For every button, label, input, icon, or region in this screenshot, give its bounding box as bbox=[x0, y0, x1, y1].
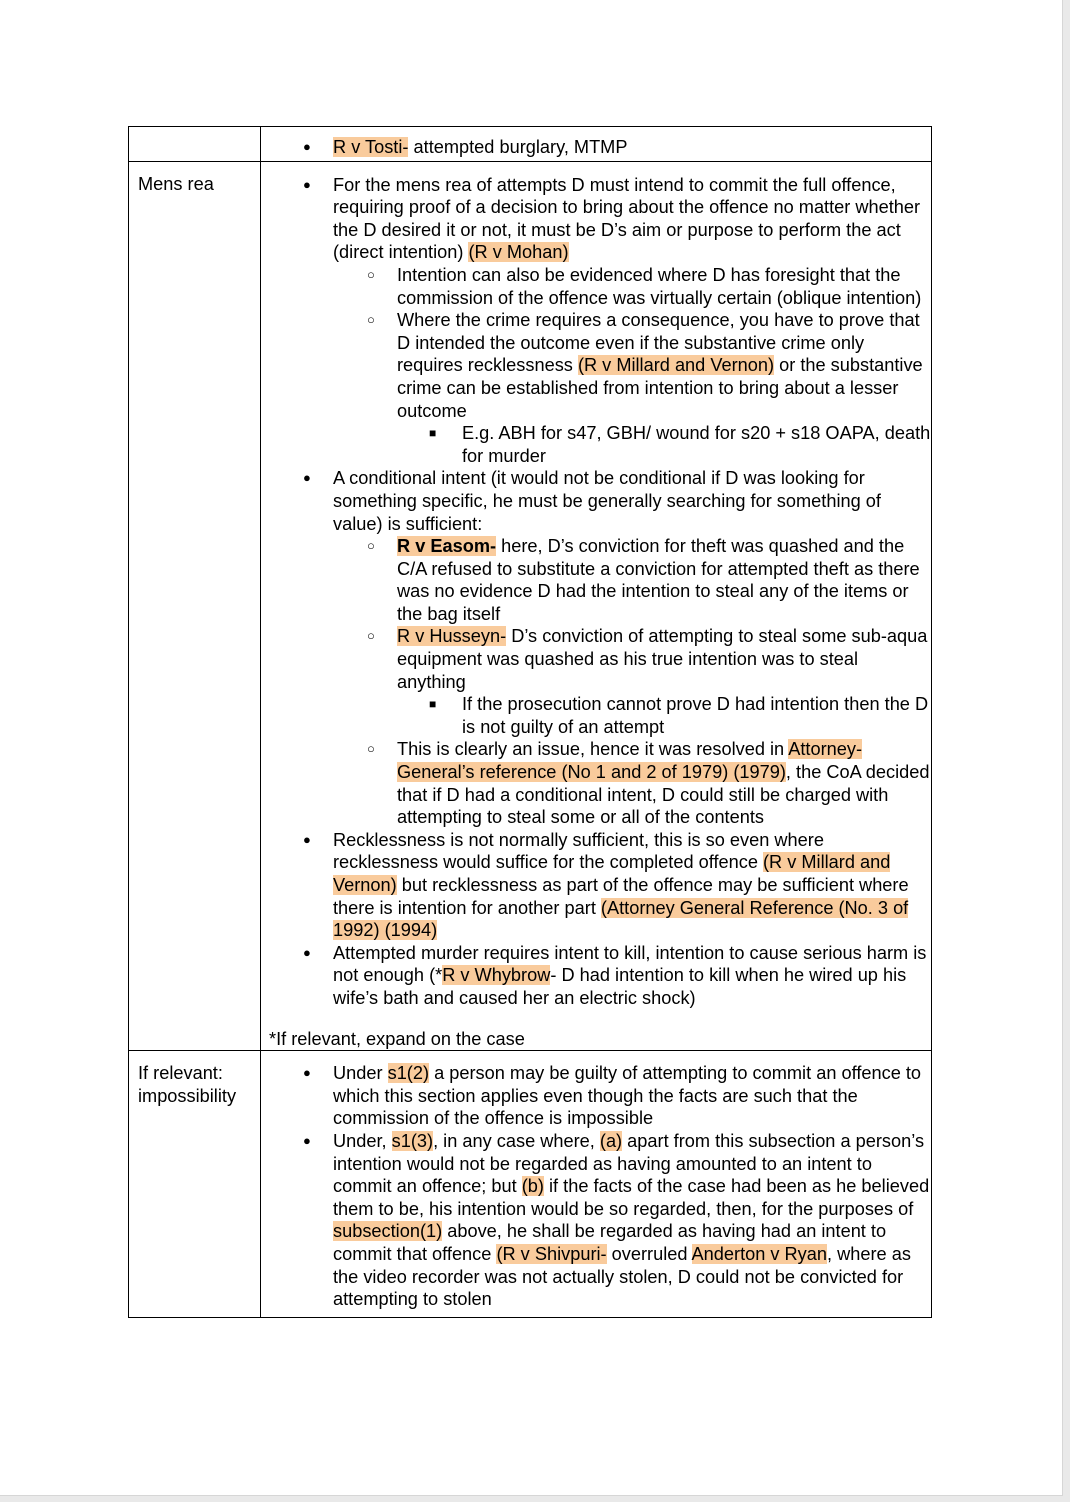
item-text: A conditional intent (it would not be conditional if D was looking for something specific, he must be generally searching for something of value) is sufficient: bbox=[333, 468, 881, 534]
statute-highlight: s1(3) bbox=[391, 1130, 434, 1151]
item-text: attempted burglary, MTMP bbox=[408, 137, 628, 157]
notes-table bbox=[128, 126, 932, 1318]
case-highlight: R v Tosti- bbox=[333, 137, 409, 157]
item-text: or the substantive crime can be established from intention to bring about a lesser outcome bbox=[397, 355, 923, 421]
footnote: *If relevant, expand on the case bbox=[269, 1028, 525, 1049]
list-item bbox=[261, 174, 931, 468]
list-item bbox=[333, 309, 931, 467]
item-text: D’s conviction of attempting to steal some sub-aqua equipment was quashed as his true intention was to steal anything bbox=[397, 626, 928, 692]
item-text: Recklessness is not normally sufficient, this is so even where recklessness would suffice for the completed offence bbox=[333, 829, 824, 873]
case-highlight: Attorney-General’s reference (No 1 and 2 of 1979) (1979) bbox=[397, 739, 863, 783]
row-label-cell bbox=[129, 161, 261, 1051]
table-row bbox=[129, 161, 932, 1051]
list-item bbox=[397, 422, 931, 467]
list-item bbox=[333, 625, 931, 738]
row-content-cell bbox=[261, 1051, 932, 1318]
case-highlight: R v Husseyn- bbox=[397, 626, 507, 647]
statute-highlight: subsection(1) bbox=[333, 1221, 443, 1242]
item-text: Under bbox=[333, 1063, 388, 1084]
case-highlight: (R v Shivpuri- bbox=[496, 1243, 607, 1264]
case-highlight: (R v Millard and Vernon) bbox=[577, 355, 775, 376]
row-label-cell bbox=[129, 127, 261, 162]
item-text: , the CoA decided that if D had a conditional intent, D could still be charged with attempting to steal some or all of the contents bbox=[397, 762, 930, 828]
item-text: Under, bbox=[333, 1130, 392, 1151]
list-item bbox=[397, 693, 931, 738]
list-item bbox=[261, 1062, 931, 1130]
item-text: a person may be guilty of attempting to commit an offence to which this section applies even though the facts are such that the commission of the offence is impossible bbox=[333, 1063, 922, 1129]
item-text: above, he shall be regarded as having had an intent to commit that offence bbox=[333, 1221, 887, 1264]
item-text: Where the crime requires a consequence, you have to prove that D intended the outcome even if the substantive crime only requires recklessness bbox=[397, 310, 920, 376]
table-row bbox=[129, 1051, 932, 1318]
item-text: Attempted murder requires intent to kill, intention to cause serious harm is not enough (* bbox=[333, 942, 927, 986]
row-label-impossibility: If relevant: impossibility bbox=[138, 1063, 237, 1106]
list-item bbox=[333, 535, 931, 625]
item-text: - D had intention to kill when he wired up his wife’s bath and caused her an electric shock) bbox=[333, 965, 907, 1008]
list-item bbox=[261, 1130, 931, 1311]
item-text: This is clearly an issue, hence it was resolved in bbox=[397, 739, 789, 760]
row-label-mens-rea: Mens rea bbox=[138, 173, 214, 194]
case-highlight: (R v Millard and Vernon) bbox=[333, 852, 891, 895]
item-text: if the facts of the case had been as he believed them to be, his intention would be so regarded, then, for the purposes of bbox=[333, 1176, 930, 1219]
case-highlight: Anderton v Ryan bbox=[691, 1243, 828, 1264]
statute-highlight: (b) bbox=[521, 1176, 544, 1197]
table-row bbox=[129, 127, 932, 162]
item-text: apart from this subsection a person’s intention would not be regarded as having amounted to an intent to commit an offence; but bbox=[333, 1130, 925, 1197]
case-name: R v Easom- bbox=[397, 536, 497, 557]
item-text: If the prosecution cannot prove D had intention then the D is not guilty of an attempt bbox=[462, 694, 929, 737]
row-label-cell bbox=[129, 1051, 261, 1318]
item-text: , in any case where, bbox=[433, 1130, 600, 1151]
list-item bbox=[261, 136, 931, 159]
case-highlight: (Attorney General Reference (No. 3 of 1992) (1994) bbox=[333, 897, 909, 941]
item-text: but recklessness as part of the offence may be sufficient where there is intention for another part bbox=[333, 875, 909, 918]
statute-highlight: (a) bbox=[599, 1130, 623, 1151]
row-label bbox=[129, 127, 260, 138]
item-text: Intention can also be evidenced where D has foresight that the commission of the offence was virtually certain (oblique intention) bbox=[397, 264, 922, 308]
row-content-cell bbox=[261, 161, 932, 1051]
item-text: overruled bbox=[606, 1243, 692, 1264]
list-item bbox=[261, 467, 931, 829]
case-highlight bbox=[397, 536, 496, 556]
item-text: For the mens rea of attempts D must intend to commit the full offence, requiring proof of a decision to bring about the offence no matter whether the D desired it or not, it must be D’s aim or purpose to perform the act (direct intention) bbox=[333, 174, 921, 263]
case-highlight: R v Whybrow bbox=[442, 965, 551, 986]
list-item bbox=[333, 738, 931, 828]
item-text: , where as the video recorder was not actually stolen, D could not be convicted for attempting to stolen bbox=[333, 1243, 911, 1310]
item-text: E.g. ABH for s47, GBH/ wound for s20 + s18 OAPA, death for murder bbox=[462, 423, 931, 466]
list-item bbox=[261, 829, 931, 942]
list-item bbox=[333, 264, 931, 309]
item-text: here, D’s conviction for theft was quashed and the C/A refused to substitute a conviction for attempted theft as there was no evidence D had the intention to steal any of the items or the bag itself bbox=[397, 536, 920, 624]
row-content-cell bbox=[261, 127, 932, 162]
statute-highlight: s1(2) bbox=[387, 1063, 430, 1084]
list-item bbox=[261, 942, 931, 1010]
case-highlight: (R v Mohan) bbox=[468, 242, 569, 263]
